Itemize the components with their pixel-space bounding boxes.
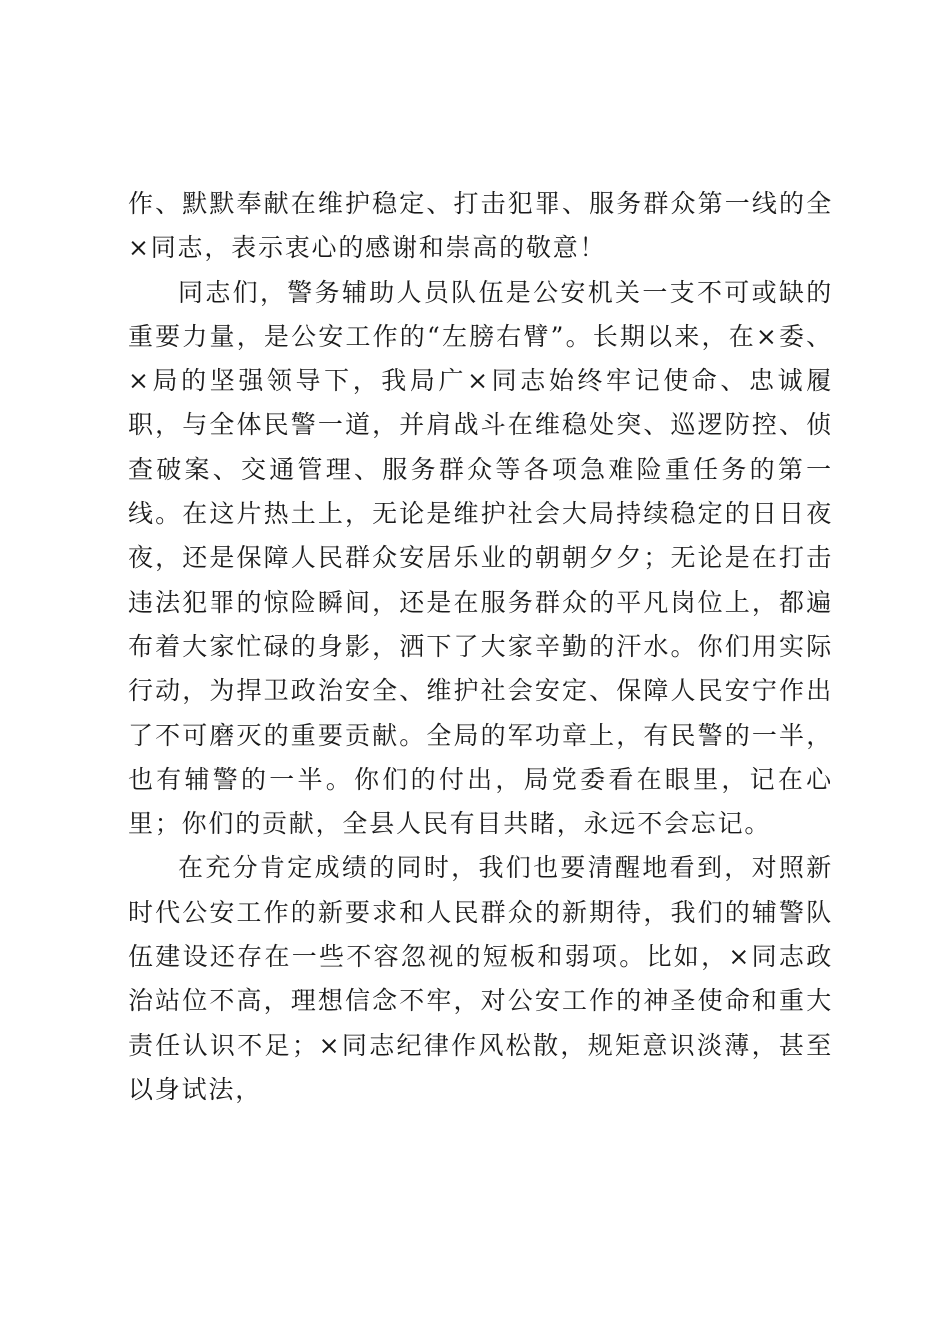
paragraph-3: 在充分肯定成绩的同时，我们也要清醒地看到，对照新时代公安工作的新要求和人民群众的新期待，我们的辅警队伍建设还存在一些不容忽视的短板和弱项。比如，×同志政治站位不高，理想信念不牢，对公安工作的神圣使命和重大责任认识不足；×同志纪律作风松散，规矩意识淡薄，甚至以身试法， — [128, 853, 833, 1104]
paragraph-1: 作、默默奉献在维护稳定、打击犯罪、服务群众第一线的全×同志，表示衷心的感谢和崇高的敬意！ — [128, 189, 833, 263]
body-text — [128, 182, 833, 1112]
paragraph-2: 同志们，警务辅助人员队伍是公安机关一支不可或缺的重要力量，是公安工作的“左膀右臂”。长期以来，在×委、×局的坚强领导下，我局广×同志始终牢记使命、忠诚履职，与全体民警一道，并肩战斗在维稳处突、巡逻防控、侦查破案、交通管理、服务群众等各项急难险重任务的第一线。在这片热土上，无论是维护社会大局持续稳定的日日夜夜，还是保障人民群众安居乐业的朝朝夕夕；无论是在打击违法犯罪的惊险瞬间，还是在服务群众的平凡岗位上，都遍布着大家忙碌的身影，洒下了大家辛勤的汗水。你们用实际行动，为捍卫政治安全、维护社会安定、保障人民安宁作出了不可磨灭的重要贡献。全局的军功章上，有民警的一半，也有辅警的一半。你们的付出，局党委看在眼里，记在心里；你们的贡献，全县人民有目共睹，永远不会忘记。 — [128, 277, 833, 839]
